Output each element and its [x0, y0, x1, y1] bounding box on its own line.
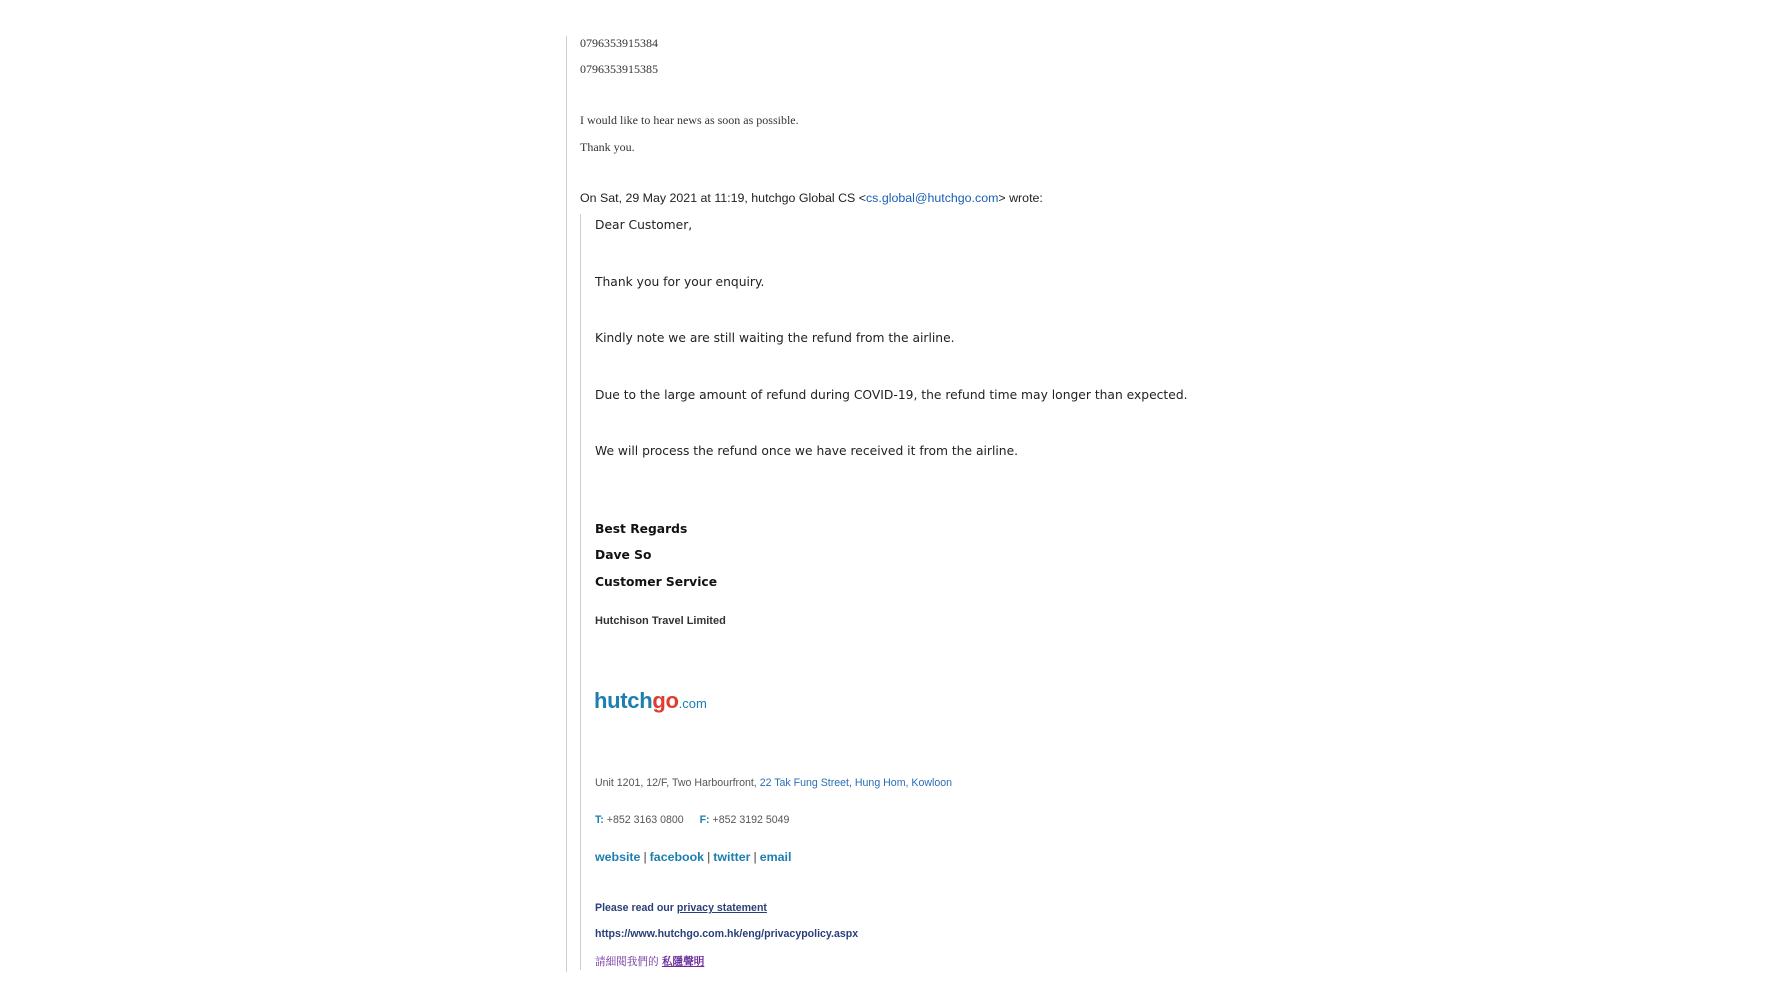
privacy-statement-link-chinese[interactable]: 私隱聲明	[661, 956, 705, 968]
inner-quote-bar	[580, 214, 581, 970]
attribution-prefix: On Sat, 29 May 2021 at 11:19, hutchgo Global CS <	[580, 191, 866, 205]
body-paragraph-3: Due to the large amount of refund during COVID-19, the refund time may longer than expected.	[595, 388, 1188, 402]
phone-number-2: 0796353915385	[580, 62, 658, 76]
privacy-prefix-chinese: 請細閱我們的	[595, 956, 662, 968]
privacy-prefix: Please read our	[595, 902, 677, 914]
hutchgo-logo	[594, 688, 707, 714]
logo-go: go	[652, 688, 679, 713]
website-link[interactable]: website	[595, 850, 641, 864]
phone-number-1: 0796353915384	[580, 36, 658, 50]
address-prefix: Unit 1201, 12/F, Two Harbourfront,	[595, 777, 760, 789]
body-paragraph-1: Thank you for your enquiry.	[595, 275, 765, 289]
social-links: website | facebook | twitter | email	[595, 850, 792, 864]
twitter-link[interactable]: twitter	[713, 850, 751, 864]
privacy-notice-chinese	[595, 954, 704, 969]
address-map-link[interactable]: 22 Tak Fung Street, Hung Hom, Kowloon	[759, 777, 953, 789]
body-paragraph-4: We will process the refund once we have received it from the airline.	[595, 444, 1019, 458]
privacy-statement-link[interactable]: privacy statement	[676, 902, 767, 914]
signature-company: Hutchison Travel Limited	[595, 615, 726, 627]
signature-name: Dave So	[595, 548, 652, 562]
greeting: Dear Customer,	[595, 218, 693, 232]
outer-quote-bar	[566, 36, 567, 972]
signature-department: Customer Service	[595, 575, 718, 589]
logo-hutch: hutch	[594, 688, 653, 713]
reply-thanks: Thank you.	[580, 140, 635, 154]
fax-label: F:	[699, 814, 710, 826]
facebook-link[interactable]: facebook	[649, 850, 705, 864]
reply-message: I would like to hear news as soon as possible.	[580, 113, 799, 127]
signature-closing: Best Regards	[595, 522, 688, 536]
privacy-notice	[595, 902, 767, 914]
logo-dotcom: .com	[678, 696, 707, 711]
fax-value: +852 3192 5049	[712, 814, 790, 826]
email-link[interactable]: email	[759, 850, 792, 864]
phone-value: +852 3163 0800	[606, 814, 684, 826]
quote-attribution	[580, 191, 1043, 205]
privacy-url-link[interactable]: https://www.hutchgo.com.hk/eng/privacypolicy.aspx	[595, 928, 859, 940]
sender-email-link[interactable]: cs.global@hutchgo.com	[865, 191, 999, 205]
body-paragraph-2: Kindly note we are still waiting the refund from the airline.	[595, 331, 955, 345]
phone-label: T:	[595, 814, 604, 826]
attribution-suffix: > wrote:	[998, 191, 1043, 205]
contact-line	[595, 814, 789, 826]
address-line	[595, 777, 952, 789]
